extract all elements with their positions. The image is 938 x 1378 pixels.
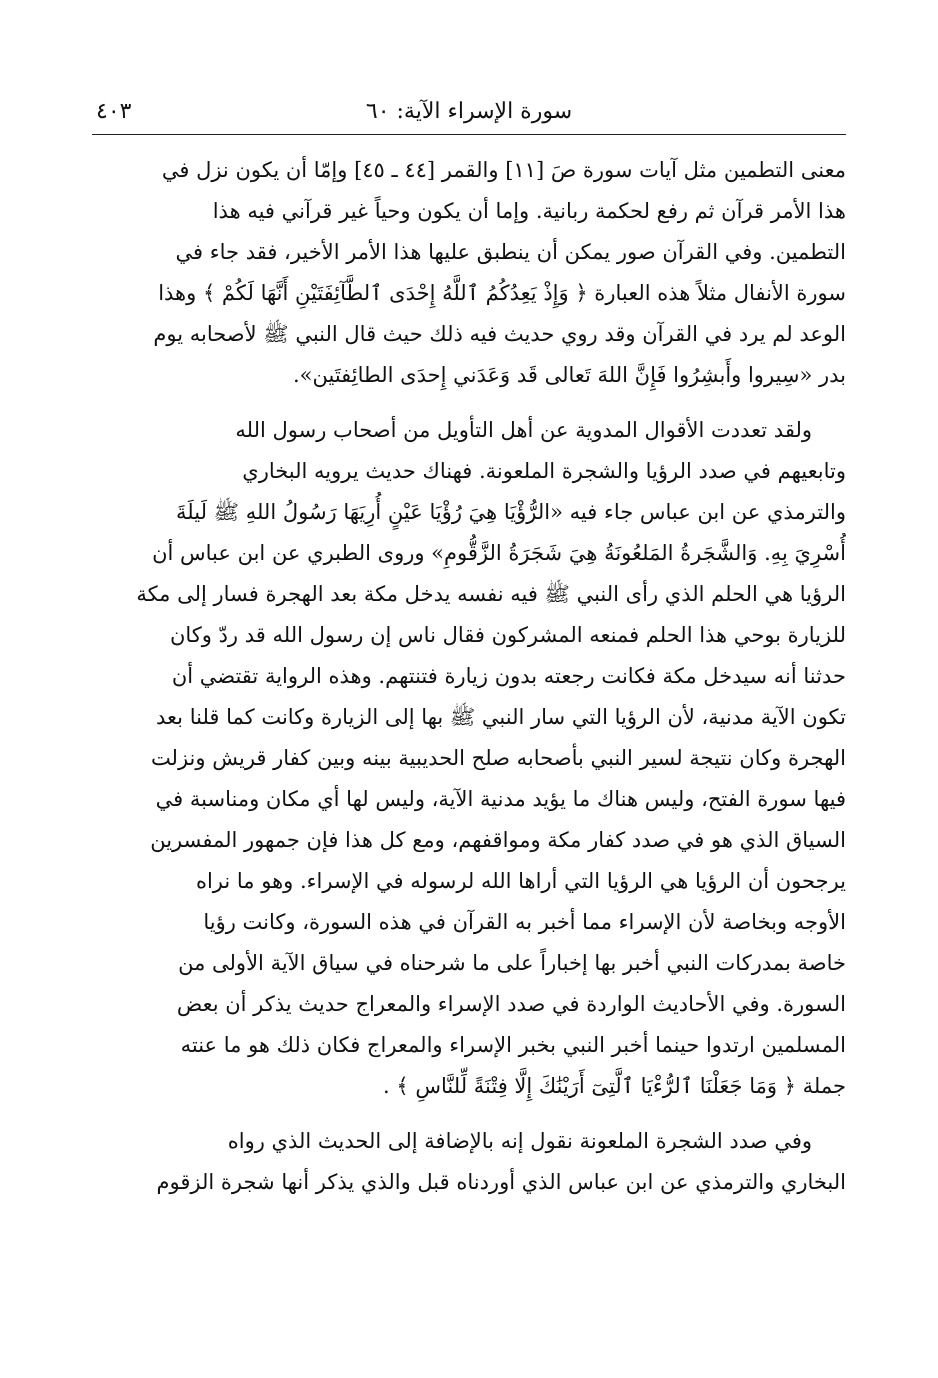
text-line: السياق الذي هو في صدد كفار مكة ومواقفهم، ومع كل هذا فإن جمهور المفسرين [150, 828, 846, 852]
paragraph-gap [92, 1107, 846, 1121]
text-line: بدر «سِيروا وأَبشِرُوا فَإِنَّ اللهَ تَعالى قَد وَعَدَني إِحدَى الطائِفتَين». [292, 363, 846, 387]
text-line: التطمين. وفي القرآن صور يمكن أن ينطبق عليها هذا الأمر الأخير، فقد جاء في [175, 240, 846, 264]
text-line: السورة. وفي الأحاديث الواردة في صدد الإسراء والمعراج حديث يذكر أن بعض [176, 992, 846, 1016]
text-line: المسلمين ارتدوا حينما أخبر النبي بخبر الإسراء والمعراج فكان ذلك هو ما عنته [180, 1033, 846, 1057]
text-line: والترمذي عن ابن عباس جاء فيه «الرُّؤْيَا هِيَ رُؤْيَا عَيْنٍ أُرِيَهَا رَسُولُ اللهِ ﷺ لَيلَةَ [176, 500, 846, 524]
text-line: البخاري والترمذي عن ابن عباس الذي أوردناه قبل والذي يذكر أنها شجرة الزقوم [156, 1170, 846, 1194]
text-line: تكون الآية مدنية، لأن الرؤيا التي سار النبي ﷺ بها إلى الزيارة وكانت كما قلنا بعد [156, 705, 846, 729]
text-line: هذا الأمر قرآن ثم رفع لحكمة ربانية. وإما أن يكون وحياً غير قرآني فيه هذا [212, 199, 846, 223]
text-line: جملة ﴿ وَمَا جَعَلْنَا ٱلرُّءْيَا ٱلَّتِىٓ أَرَيْنَٰكَ إِلَّا فِتْنَةً لِّلنَّاسِ ﴾ . [383, 1074, 846, 1098]
page-number: ٤٠٣ [96, 99, 132, 124]
paragraph-gap [92, 396, 846, 410]
running-header [92, 96, 846, 136]
text-line: للزيارة بوحي هذا الحلم فمنعه المشركون فقال ناس إن رسول الله قد ردّ وكان [169, 623, 846, 647]
text-line: يرجحون أن الرؤيا هي الرؤيا التي أراها الله لرسوله في الإسراء. وهو ما نراه [195, 869, 846, 893]
header-title: سورة الإسراء الآية: ٦٠ [365, 99, 573, 124]
paragraph-2 [92, 410, 846, 1107]
text-line: الوعد لم يرد في القرآن وقد روي حديث فيه ذلك حيث قال النبي ﷺ لأصحابه يوم [153, 322, 846, 346]
text-line: حدثنا أنه سيدخل مكة فكانت رجعته بدون زيارة فتنتهم. وهذه الرواية تقتضي أن [171, 664, 846, 688]
text-line: سورة الأنفال مثلاً هذه العبارة ﴿ وَإِذْ يَعِدُكُمُ ٱللَّهُ إِحْدَى ٱلطَّآئِفَتَيْنِ أَنَّهَا لَكُمْ ﴾ وهذا [158, 281, 846, 305]
header-rule [92, 134, 846, 135]
text-line: الهجرة وكان نتيجة لسير النبي بأصحابه صلح الحديبية بينه وبين كفار قريش ونزلت [150, 746, 846, 770]
text-line: فيها سورة الفتح، وليس هناك ما يؤيد مدنية الآية، وليس لها أي مكان ومناسبة في [155, 787, 846, 811]
paragraph-3 [92, 1121, 846, 1203]
body-text [92, 150, 846, 1203]
text-line: أُسْرِيَ بِهِ. وَالشَّجَرةُ المَلعُونَةُ هِيَ شَجَرَةُ الزَّقُّومِ» وروى الطبري عن ابن عباس أن [152, 541, 846, 565]
text-line: وفي صدد الشجرة الملعونة نقول إنه بالإضافة إلى الحديث الذي رواه [227, 1129, 812, 1153]
text-line: معنى التطمين مثل آيات سورة صَ [١١] والقمر [٤٤ ـ ٤٥] وإمّا أن يكون نزل في [161, 158, 846, 182]
text-line: وتابعيهم في صدد الرؤيا والشجرة الملعونة. فهناك حديث يرويه البخاري [242, 459, 846, 483]
text-line: ولقد تعددت الأقوال المدوية عن أهل التأويل من أصحاب رسول الله [235, 418, 812, 442]
paragraph-1 [92, 150, 846, 396]
text-line: خاصة بمدركات النبي أخبر بها إخباراً على ما شرحناه في سياق الآية الأولى من [178, 951, 846, 975]
text-line: الرؤيا هي الحلم الذي رأى النبي ﷺ فيه نفسه يدخل مكة بعد الهجرة فسار إلى مكة [136, 582, 846, 606]
text-line: الأوجه وبخاصة لأن الإسراء مما أخبر به القرآن في هذه السورة، وكانت رؤيا [203, 910, 846, 934]
